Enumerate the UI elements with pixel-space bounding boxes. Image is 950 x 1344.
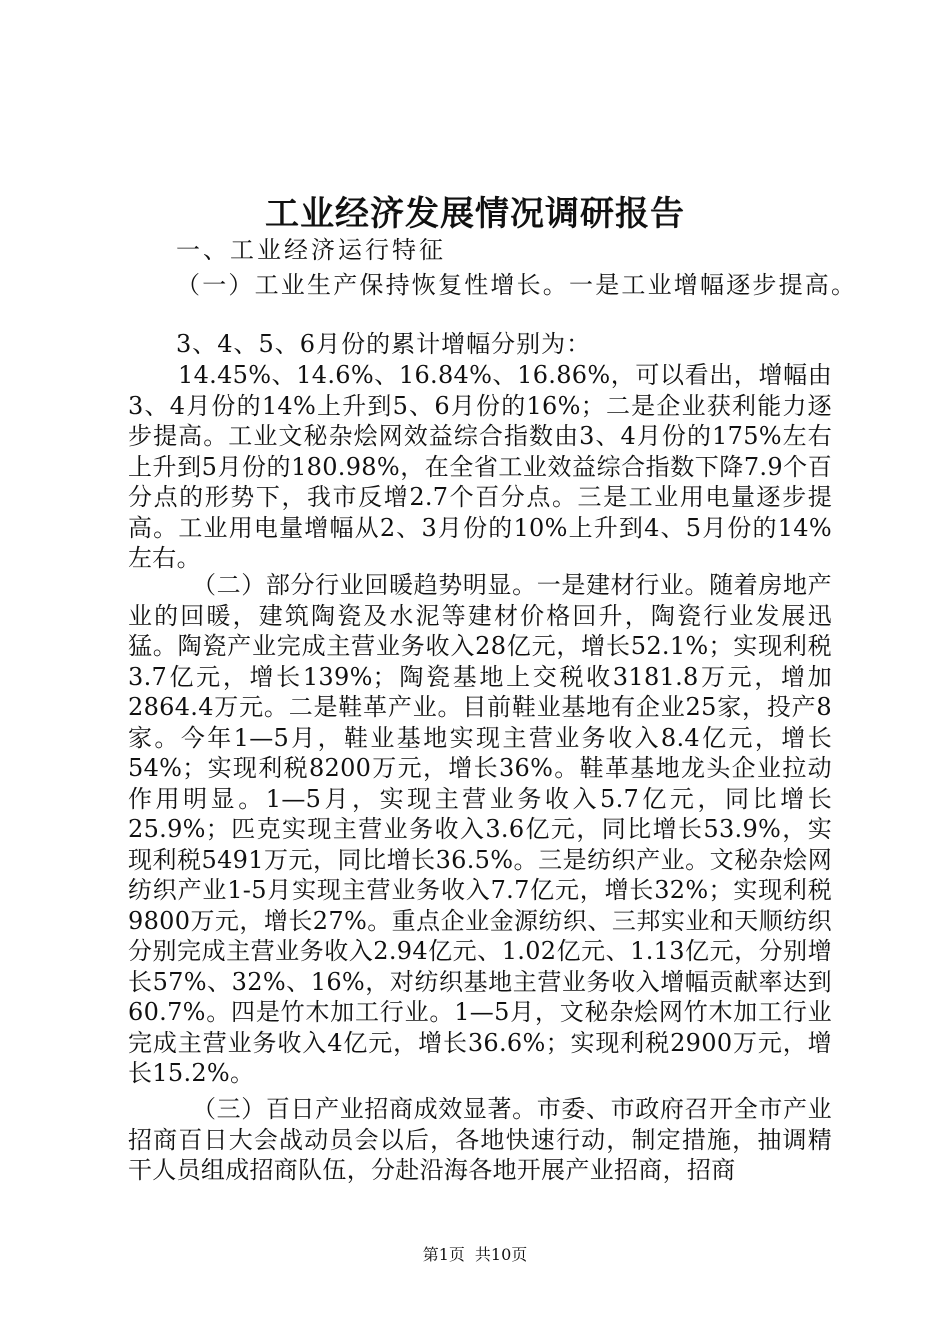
body-paragraph-1: 14.45%、14.6%、16.84%、16.86%，可以看出，增幅由3、4月份的14%上升到5、6月份的16%；二是企业获利能力逐步提高。工业文秘杂烩网效益综合指数由3、4月份的175%左右上升到5月份的180.98%，在全省工业效益综合指数下降7.9个百分点的形势下，我市反增2.7个百分点。三是工业用电量逐步提高。工业用电量增幅从2、3月份的10%上升到4、5月份的14%左右。 — [128, 361, 832, 572]
page-total: 共10页 — [474, 1245, 528, 1264]
page-footer — [0, 1242, 950, 1265]
subsection-heading: （一）工业生产保持恢复性增长。一是工业增幅逐步提高。 — [176, 271, 858, 299]
page-number: 第1页 — [422, 1245, 465, 1264]
section-heading: 一、工业经济运行特征 — [176, 236, 446, 264]
body-paragraph-3: （三）百日产业招商成效显著。市委、市政府召开全市产业招商百日大会战动员会以后，各地快速行动，制定措施，抽调精干人员组成招商队伍，分赴沿海各地开展产业招商，招商 — [128, 1095, 832, 1184]
body-paragraph-2: （二）部分行业回暖趋势明显。一是建材行业。随着房地产业的回暖，建筑陶瓷及水泥等建材价格回升，陶瓷行业发展迅猛。陶瓷产业完成主营业务收入28亿元，增长52.1%；实现利税3.7亿元，增长139%；陶瓷基地上交税收3181.8万元，增加2864.4万元。二是鞋革产业。目前鞋业基地有企业25家，投产8家。今年1—5月，鞋业基地实现主营业务收入8.4亿元，增长54%；实现利税8200万元，增长36%。鞋革基地龙头企业拉动作用明显。1—5月，实现主营业务收入5.7亿元，同比增长25.9%；匹克实现主营业务收入3.6亿元，同比增长53.9%，实现利税5491万元，同比增长36.5%。三是纺织产业。文秘杂烩网纺织产业1-5月实现主营业务收入7.7亿元，增长32%；实现利税9800万元，增长27%。重点企业金源纺织、三邦实业和天顺纺织分别完成主营业务收入2.94亿元、1.02亿元、1.13亿元，分别增长57%、32%、16%，对纺织基地主营业务收入增幅贡献率达到60.7%。四是竹木加工行业。1—5月，文秘杂烩网竹木加工行业完成主营业务收入4亿元，增长36.6%；实现利税2900万元，增长15.2%。 — [128, 571, 832, 1087]
document-title: 工业经济发展情况调研报告 — [265, 194, 685, 234]
body-line: 3、4、5、6月份的累计增幅分别为： — [176, 330, 592, 358]
